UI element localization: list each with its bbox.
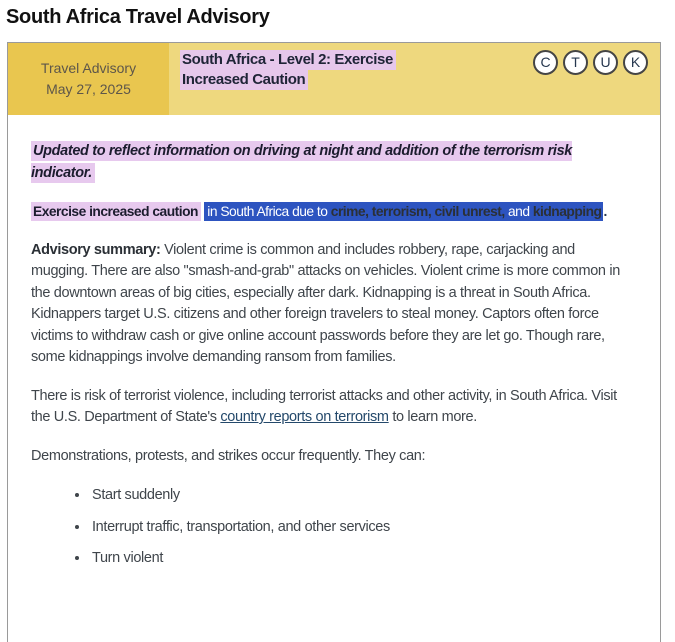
- banner-date: May 27, 2025: [46, 81, 131, 97]
- advisory-summary-label: Advisory summary:: [31, 241, 161, 258]
- advisory-level-title-line2: Increased Caution: [180, 70, 527, 90]
- banner-date-block: [8, 43, 169, 115]
- caution-lead-highlight: Exercise increased caution: [31, 202, 201, 221]
- list-item: • Interrupt traffic, transportation, and other services: [90, 517, 635, 539]
- page-title: South Africa Travel Advisory: [6, 6, 270, 28]
- banner-title-block: [169, 43, 533, 115]
- advisory-content: [8, 115, 660, 600]
- terrorism-paragraph: There is risk of terrorist violence, including terrorist attacks and other activity, in South Africa. Visit the U.S. Department of State's country reports on terrorism to learn more.: [31, 387, 617, 425]
- risk-indicator-unrest-icon[interactable]: U: [593, 50, 618, 75]
- demonstrations-list: [31, 485, 635, 570]
- risk-indicator-group: [533, 43, 660, 115]
- advisory-level-title-line1: South Africa - Level 2: Exercise: [180, 50, 527, 70]
- advisory-banner: [8, 43, 660, 115]
- advisory-summary: Advisory summary: Violent crime is common and includes robbery, rape, carjacking and mugging. There are also "smash-and-grab" attacks on vehicles. Violent crime is more common in the downtown areas of big cities, especially after dark. Kidnapping is a threat in South Africa. Kidnappers target U.S. citizens and other foreign travelers to steal money. Captors often force victims to withdraw cash or give online account passwords before they are let go. Though rare, some kidnappings involve demanding ransom from families.: [31, 241, 620, 365]
- banner-label: Travel Advisory: [40, 60, 137, 76]
- caution-period: .: [603, 204, 607, 219]
- risk-indicator-crime-icon[interactable]: C: [533, 50, 558, 75]
- country-reports-link[interactable]: country reports on terrorism: [220, 409, 389, 425]
- caution-statement: [31, 201, 635, 223]
- caution-blue-highlight: in South Africa due to crime, terrorism, civil unrest, and kidnapping: [204, 202, 603, 221]
- risk-indicator-kidnapping-icon[interactable]: K: [623, 50, 648, 75]
- risk-indicator-terrorism-icon[interactable]: T: [563, 50, 588, 75]
- advisory-card: [7, 42, 661, 642]
- demonstrations-intro: Demonstrations, protests, and strikes occur frequently. They can:: [31, 447, 426, 464]
- update-note-highlight: Updated to reflect information on driving at night and addition of the terrorism risk indicator.: [31, 143, 573, 181]
- list-item: • Start suddenly: [90, 485, 635, 507]
- update-note: [31, 141, 635, 184]
- list-item: • Turn violent: [90, 548, 635, 570]
